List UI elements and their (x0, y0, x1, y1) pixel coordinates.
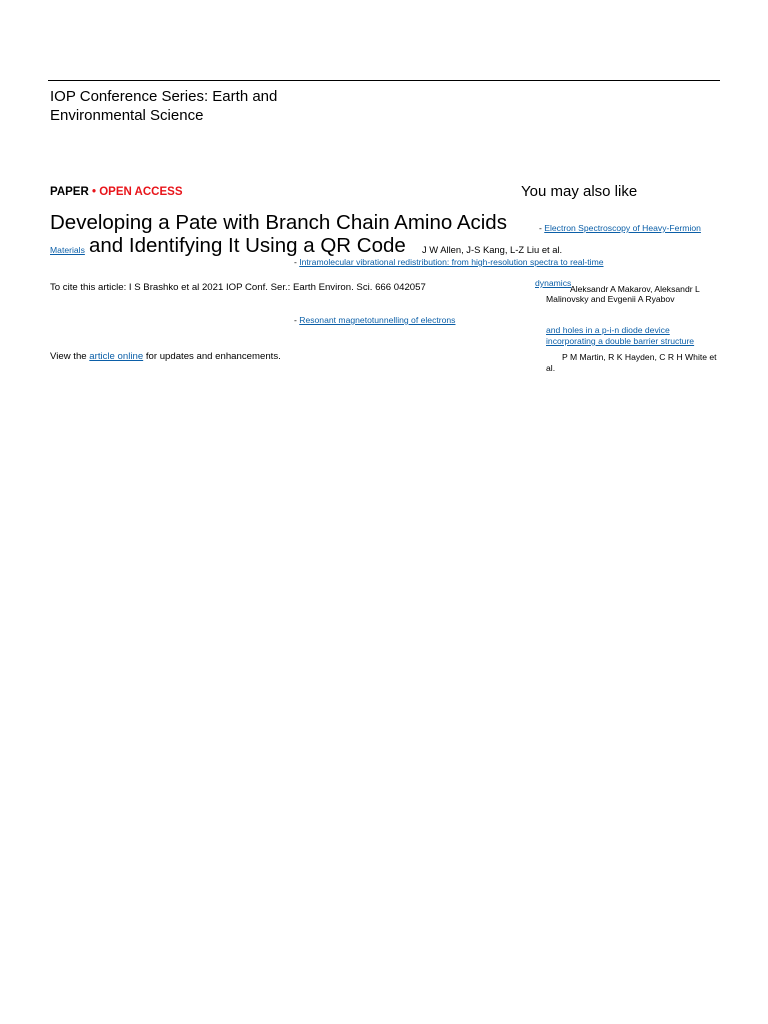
related-item-3-link-part3[interactable]: incorporating a double barrier structure (546, 336, 695, 346)
you-may-also-like-heading: You may also like (521, 183, 638, 200)
related-item-1-dash: - (539, 223, 545, 233)
journal-name (50, 87, 310, 125)
related-item-3-line1 (294, 315, 455, 325)
related-item-2-authors-line2: Malinovsky and Evgenii A Ryabov (546, 294, 675, 304)
article-title-line1: Developing a Pate with Branch Chain Amino Acids (50, 211, 507, 234)
related-item-1-link[interactable]: Electron Spectroscopy of Heavy-Fermion (544, 223, 701, 233)
open-access-label: OPEN ACCESS (99, 186, 183, 198)
related-item-3-dash: - (294, 315, 300, 325)
related-item-3-link-part2[interactable]: and holes in a p-i-n diode device (546, 325, 670, 335)
journal-name-line2: Environmental Science (50, 107, 204, 124)
related-item-2-link[interactable]: Intramolecular vibrational redistribution: from high-resolution spectra to real-time (299, 257, 604, 267)
related-item-1-line1 (539, 223, 701, 233)
journal-name-line1: IOP Conference Series: Earth and (50, 88, 278, 105)
view-article-online (50, 351, 281, 362)
related-item-2-authors-line1: Aleksandr A Makarov, Aleksandr L (570, 284, 700, 294)
related-item-3-line2 (546, 325, 670, 335)
article-online-link[interactable]: article online (89, 351, 144, 362)
related-item-2-line2 (535, 278, 571, 288)
article-title-line2: and Identifying It Using a QR Code (89, 234, 406, 257)
related-item-2-dash: - (294, 257, 300, 267)
related-item-1-authors: J W Allen, J-S Kang, L-Z Liu et al. (422, 244, 563, 255)
related-item-3-line3 (546, 336, 694, 346)
related-item-2-line1 (294, 257, 604, 267)
view-online-prefix: View the (50, 351, 90, 362)
paper-label: PAPER (50, 186, 89, 198)
header-rule (48, 80, 720, 81)
related-item-2-link-part2[interactable]: dynamics (535, 278, 572, 288)
view-online-suffix: for updates and enhancements. (143, 351, 281, 362)
related-item-3-authors-line2: al. (546, 363, 556, 373)
related-item-3-link[interactable]: Resonant magnetotunnelling of electrons (299, 315, 456, 325)
related-item-1-link-part2[interactable]: Materials (50, 245, 85, 255)
citation-text: To cite this article: I S Brashko et al 2021 IOP Conf. Ser.: Earth Environ. Sci. 666 042057 (50, 282, 426, 293)
paper-tag (50, 186, 183, 198)
related-item-1-link-continued[interactable] (50, 245, 85, 255)
paper-separator: • (88, 186, 100, 198)
related-item-3-authors-line1: P M Martin, R K Hayden, C R H White et (562, 352, 717, 362)
